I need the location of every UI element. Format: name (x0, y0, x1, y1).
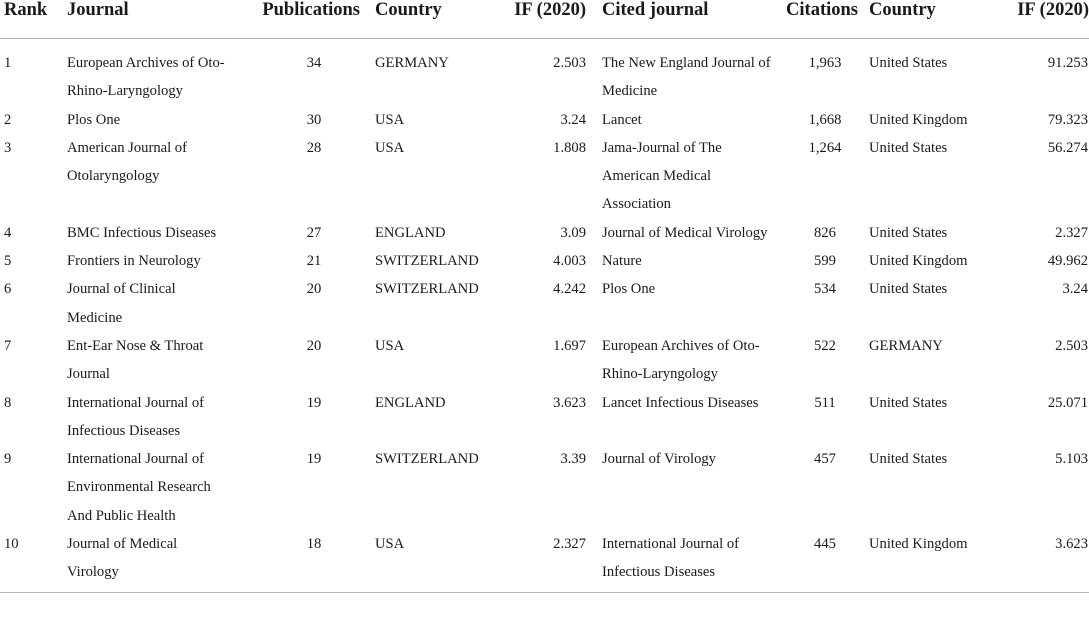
cell-if-2020: 2.327 (480, 530, 586, 592)
cell-publications: 30 (306, 111, 322, 128)
table-row (0, 134, 1089, 219)
cell-rank: 9 (4, 451, 12, 468)
cell-citations: 1,963 (808, 55, 842, 71)
table-row (0, 275, 1089, 332)
header-journal: Journal (56, 0, 234, 39)
table-body (0, 39, 1089, 593)
cell-rank: 5 (4, 253, 12, 270)
cell-journal: Frontiers in Neurology (67, 253, 201, 270)
cell-rank: 8 (4, 394, 12, 411)
cell-cited-if-2020: 3.623 (970, 530, 1089, 592)
cell-citations: 1,264 (808, 139, 842, 156)
table-row (0, 247, 1089, 275)
cell-cited-journal: European Archives of Oto-Rhino-Laryngology (602, 337, 760, 383)
cell-country: SWITZERLAND (375, 451, 479, 468)
cell-publications: 20 (306, 281, 322, 298)
cell-cited-if-2020: 79.323 (1047, 111, 1088, 128)
header-publications: Publications (234, 0, 360, 39)
cell-cited-country: United States (869, 139, 948, 156)
cell-cited-journal: Journal of Virology (602, 451, 716, 468)
cell-cited-country: United States (869, 394, 948, 411)
cell-rank: 6 (4, 281, 12, 298)
cell-journal: European Archives of Oto-Rhino-Laryngology (67, 55, 225, 100)
cell-rank: 2 (4, 111, 12, 128)
cell-cited-journal: International Journal of Infectious Diseases (586, 530, 776, 592)
cell-if-2020: 3.39 (560, 451, 586, 468)
cell-citations: 511 (814, 394, 836, 411)
cell-cited-country: United Kingdom (858, 530, 970, 592)
table-row (0, 530, 1089, 592)
cell-publications: 28 (306, 139, 322, 156)
cell-publications: 21 (306, 253, 322, 270)
cell-if-2020: 2.503 (553, 55, 586, 71)
cell-if-2020: 1.808 (553, 139, 586, 156)
cell-citations: 1,668 (808, 111, 842, 128)
cell-cited-journal: Plos One (602, 281, 656, 298)
cell-cited-if-2020: 56.274 (1047, 139, 1088, 156)
table-row (0, 39, 1089, 106)
cell-citations: 457 (814, 451, 836, 468)
cell-citations: 445 (776, 530, 858, 592)
cell-journal: International Journal of Infectious Diseases (67, 394, 204, 439)
table-row (0, 219, 1089, 247)
header-country: Country (360, 0, 480, 39)
header-cited-journal: Cited journal (586, 0, 776, 39)
cell-rank: 1 (4, 55, 12, 71)
cell-journal: Journal of Medical Virology (56, 530, 234, 592)
cell-rank: 10 (0, 530, 56, 592)
cell-country: USA (375, 337, 405, 354)
cell-cited-journal: Nature (602, 253, 642, 270)
cell-cited-if-2020: 91.253 (1047, 55, 1088, 71)
cell-cited-journal: Journal of Medical Virology (602, 224, 768, 241)
header-row (0, 0, 1089, 39)
cell-country: USA (375, 139, 405, 156)
header-citations: Citations (776, 0, 858, 39)
table-row (0, 445, 1089, 530)
cell-journal: Ent-Ear Nose & Throat Journal (67, 337, 204, 383)
cell-journal: Journal of Clinical Medicine (67, 281, 176, 326)
cell-country: SWITZERLAND (375, 281, 479, 298)
cell-journal: American Journal of Otolaryngology (67, 139, 187, 185)
cell-cited-if-2020: 2.327 (1055, 224, 1088, 241)
header-cited-country: Country (858, 0, 970, 39)
cell-if-2020: 3.24 (560, 111, 586, 128)
table-row (0, 389, 1089, 446)
cell-cited-country: United Kingdom (869, 111, 968, 128)
table-row (0, 332, 1089, 389)
cell-cited-country: United States (869, 55, 948, 71)
cell-if-2020: 3.09 (560, 224, 586, 241)
cell-country: USA (375, 111, 405, 128)
cell-cited-if-2020: 49.962 (1047, 253, 1088, 270)
header-cited-if-2020: IF (2020) (970, 0, 1089, 39)
cell-citations: 534 (814, 281, 836, 298)
cell-if-2020: 4.242 (553, 281, 586, 298)
header-if-2020: IF (2020) (480, 0, 586, 39)
header-rank: Rank (0, 0, 56, 39)
table-header (0, 0, 1089, 39)
cell-cited-country: United Kingdom (869, 253, 968, 270)
cell-journal: BMC Infectious Diseases (67, 224, 217, 241)
cell-cited-journal: Jama-Journal of The American Medical Association (602, 139, 722, 213)
cell-cited-if-2020: 25.071 (1047, 394, 1088, 411)
cell-citations: 826 (814, 224, 836, 241)
cell-cited-if-2020: 5.103 (1055, 451, 1088, 468)
cell-journal: International Journal of Environmental Research And Public Health (67, 451, 211, 524)
cell-if-2020: 3.623 (553, 394, 586, 411)
cell-publications: 27 (306, 224, 322, 241)
cell-publications: 34 (306, 55, 322, 71)
table-row (0, 106, 1089, 134)
cell-rank: 3 (4, 139, 12, 156)
cell-cited-journal: Lancet (602, 111, 642, 128)
cell-citations: 522 (814, 337, 836, 354)
cell-cited-country: United States (869, 281, 948, 298)
cell-country: USA (360, 530, 480, 592)
cell-rank: 7 (4, 337, 12, 354)
cell-if-2020: 4.003 (553, 253, 586, 270)
cell-if-2020: 1.697 (553, 337, 586, 354)
cell-cited-country: GERMANY (869, 337, 943, 354)
cell-publications: 19 (306, 394, 322, 411)
cell-country: SWITZERLAND (375, 253, 479, 270)
cell-publications: 20 (306, 337, 322, 354)
cell-cited-if-2020: 2.503 (1055, 337, 1088, 354)
cell-citations: 599 (814, 253, 836, 270)
cell-cited-journal: The New England Journal of Medicine (602, 55, 771, 100)
cell-cited-if-2020: 3.24 (1062, 281, 1088, 298)
cell-publications: 18 (234, 530, 360, 592)
cell-journal: Plos One (67, 111, 121, 128)
cell-cited-country: United States (869, 224, 948, 241)
cell-cited-country: United States (869, 451, 948, 468)
cell-country: GERMANY (375, 55, 449, 71)
cell-publications: 19 (306, 451, 322, 468)
cell-country: ENGLAND (375, 394, 446, 411)
cell-country: ENGLAND (375, 224, 446, 241)
cell-rank: 4 (4, 224, 12, 241)
cell-cited-journal: Lancet Infectious Diseases (602, 394, 759, 411)
